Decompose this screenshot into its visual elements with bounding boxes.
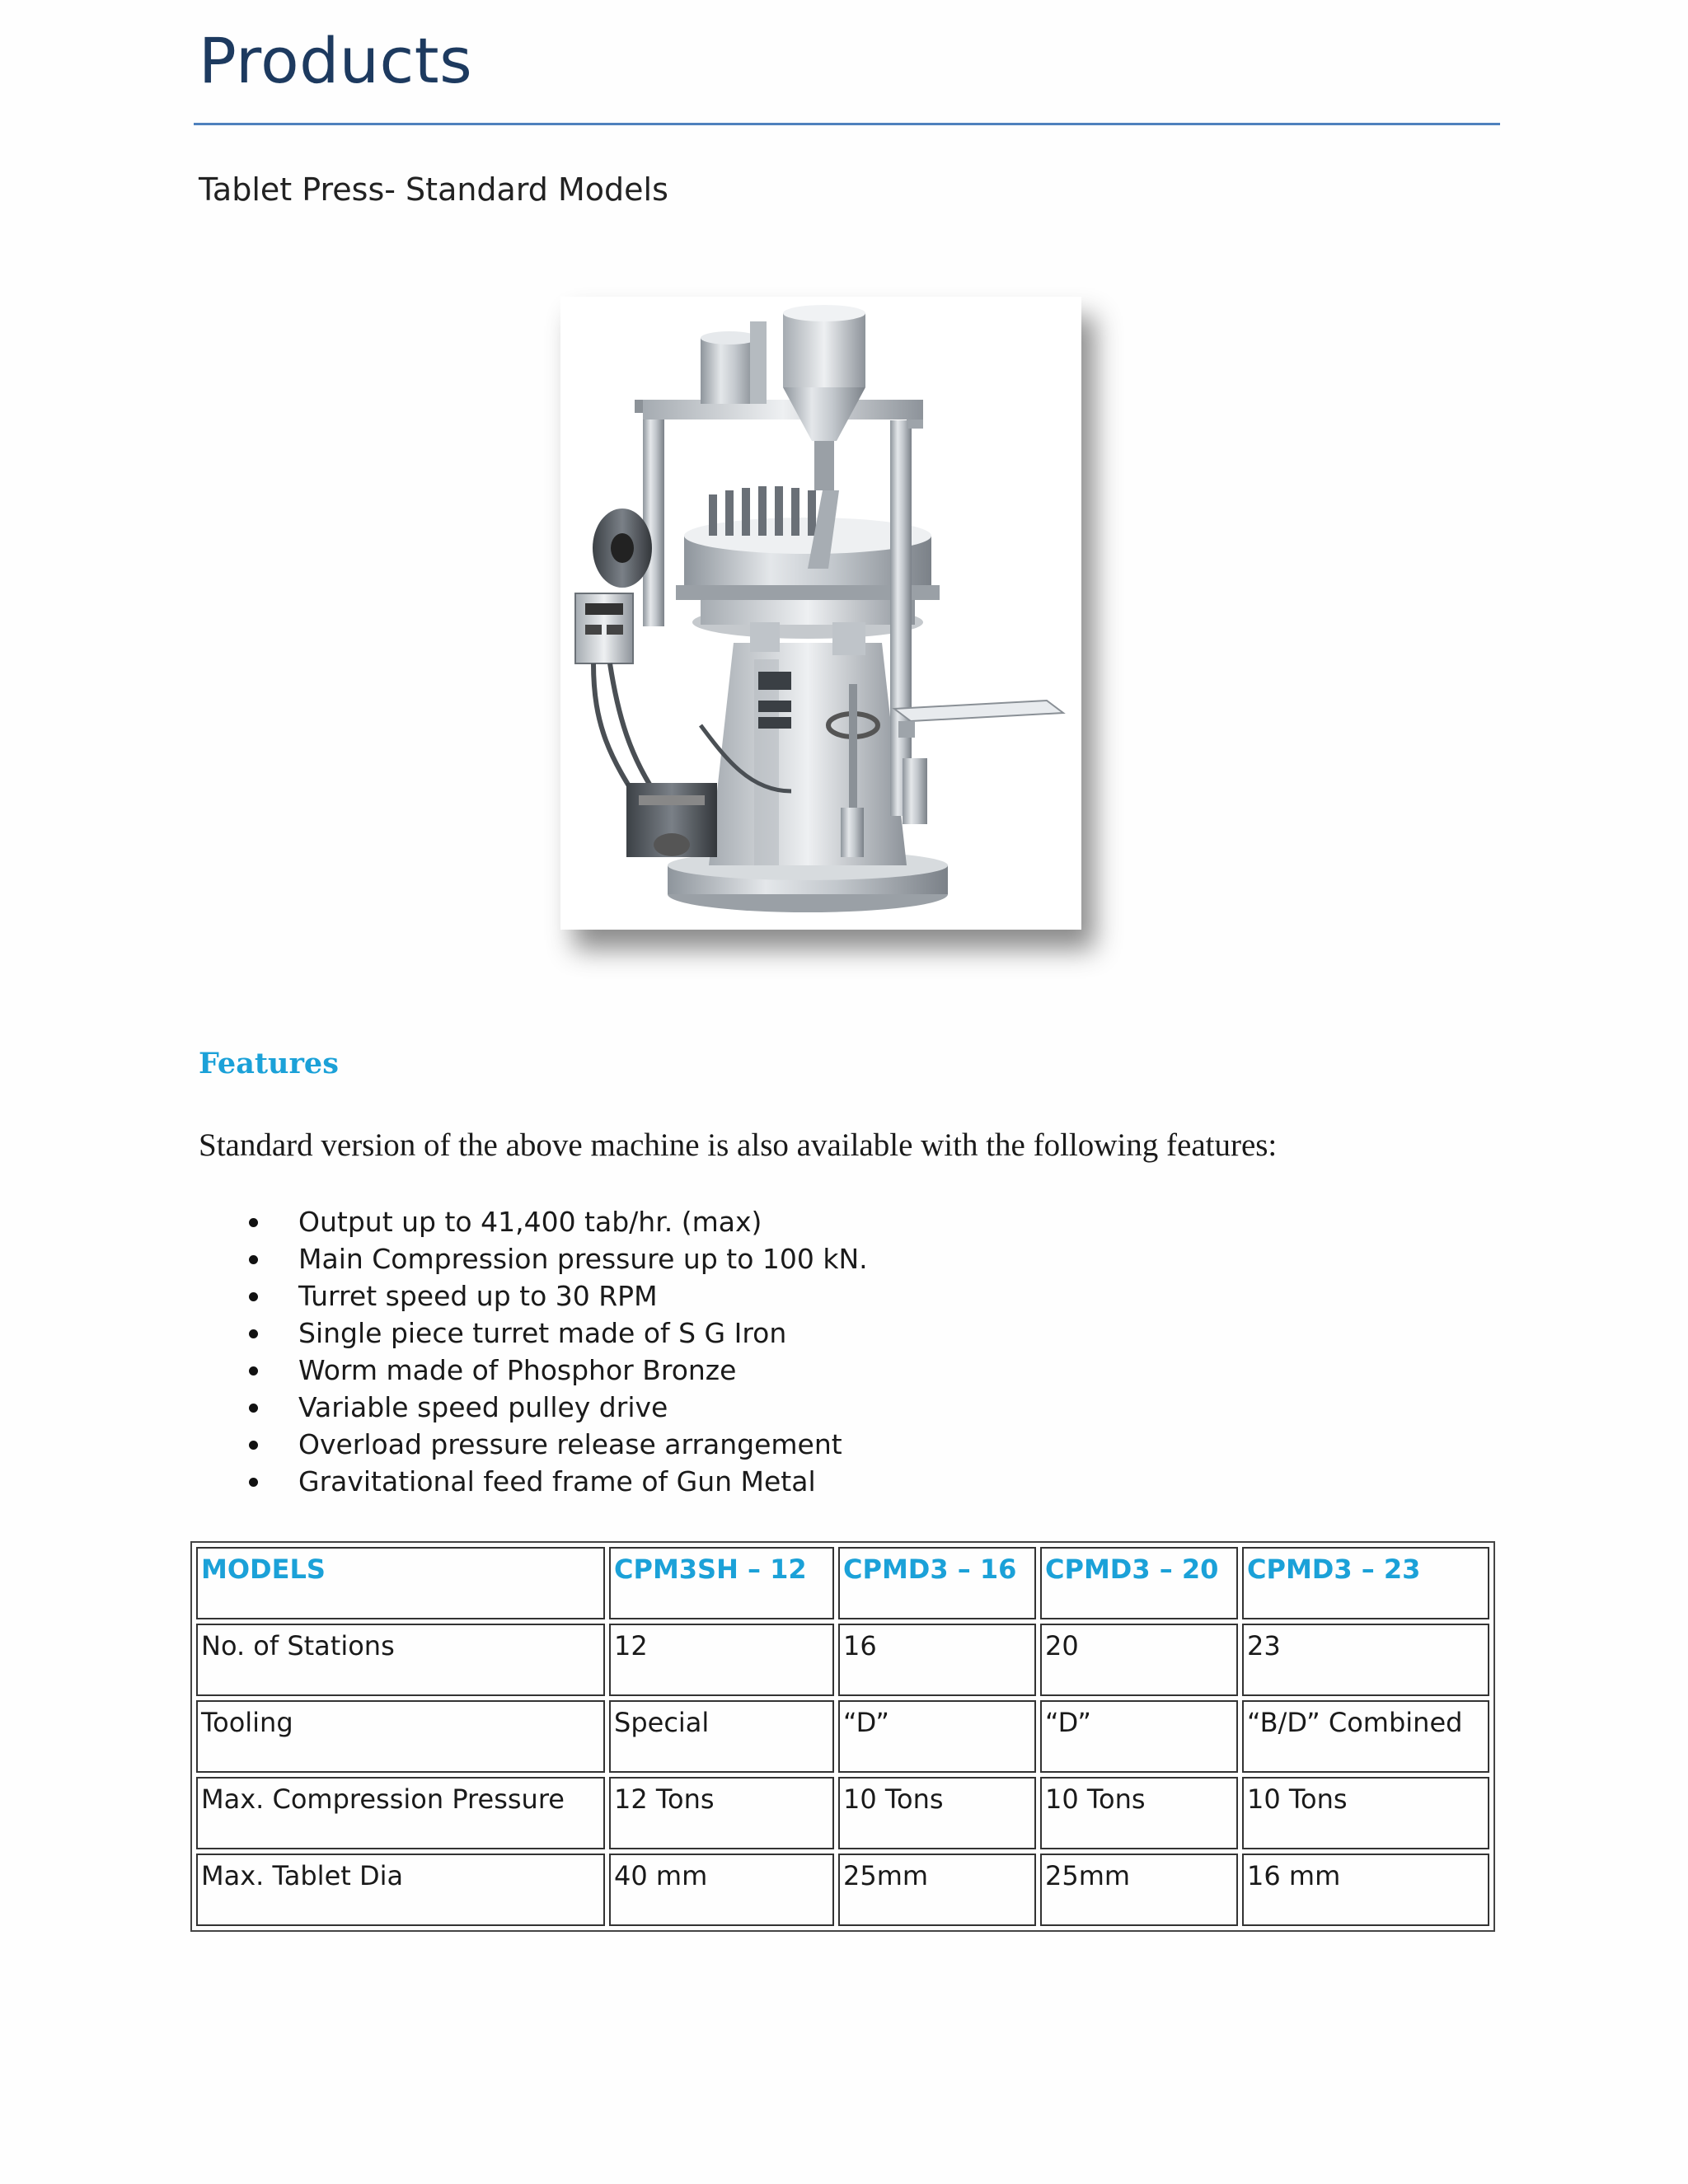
table-cell: Max. Tablet Dia — [196, 1854, 605, 1926]
table-row — [196, 1624, 1489, 1696]
table-cell: 10 Tons — [1040, 1777, 1238, 1849]
table-cell: 10 Tons — [838, 1777, 1036, 1849]
table-cell: 10 Tons — [1242, 1777, 1489, 1849]
bullet-icon — [249, 1441, 258, 1450]
features-heading: Features — [199, 1047, 339, 1080]
list-item-text: Gravitational feed frame of Gun Metal — [298, 1465, 816, 1497]
table-header-cell: CPMD3 – 20 — [1040, 1547, 1238, 1619]
table-header-row — [196, 1547, 1489, 1619]
table-header-cell: MODELS — [196, 1547, 605, 1619]
table-row — [196, 1854, 1489, 1926]
table-cell: Tooling — [196, 1700, 605, 1773]
table-row — [196, 1700, 1489, 1773]
table-cell: 20 — [1040, 1624, 1238, 1696]
list-item — [239, 1277, 868, 1315]
list-item-text: Turret speed up to 30 RPM — [298, 1280, 658, 1312]
list-item-text: Worm made of Phosphor Bronze — [298, 1354, 737, 1386]
table-cell: Special — [609, 1700, 834, 1773]
table-cell: Max. Compression Pressure — [196, 1777, 605, 1849]
list-item — [239, 1389, 868, 1426]
list-item-text: Single piece turret made of S G Iron — [298, 1317, 787, 1349]
table-cell: 16 mm — [1242, 1854, 1489, 1926]
table-header-cell: CPM3SH – 12 — [609, 1547, 834, 1619]
table-row — [196, 1777, 1489, 1849]
table-cell: “D” — [1040, 1700, 1238, 1773]
table-cell: 25mm — [1040, 1854, 1238, 1926]
table-cell: 12 Tons — [609, 1777, 834, 1849]
list-item-text: Variable speed pulley drive — [298, 1391, 668, 1423]
list-item-text: Main Compression pressure up to 100 kN. — [298, 1243, 868, 1275]
models-spec-table — [190, 1541, 1495, 1932]
table-cell: No. of Stations — [196, 1624, 605, 1696]
table-cell: 16 — [838, 1624, 1036, 1696]
table-cell: 25mm — [838, 1854, 1036, 1926]
table-cell: 12 — [609, 1624, 834, 1696]
title-divider — [194, 123, 1500, 125]
table-header-cell: CPMD3 – 16 — [838, 1547, 1036, 1619]
list-item — [239, 1203, 868, 1240]
table-cell: “B/D” Combined — [1242, 1700, 1489, 1773]
list-item-text: Overload pressure release arrangement — [298, 1428, 842, 1460]
table-cell: “D” — [838, 1700, 1036, 1773]
table-cell: 23 — [1242, 1624, 1489, 1696]
features-intro: Standard version of the above machine is also available with the following features: — [199, 1127, 1278, 1163]
page-title: Products — [199, 24, 473, 97]
bullet-icon — [249, 1255, 258, 1264]
bullet-icon — [249, 1329, 258, 1338]
list-item — [239, 1352, 868, 1389]
list-item — [239, 1240, 868, 1277]
list-item — [239, 1426, 868, 1463]
page-subtitle: Tablet Press- Standard Models — [199, 171, 668, 208]
bullet-icon — [249, 1404, 258, 1413]
bullet-icon — [249, 1218, 258, 1227]
features-list — [239, 1203, 868, 1500]
table-header-cell: CPMD3 – 23 — [1242, 1547, 1489, 1619]
tablet-press-machine-icon — [560, 297, 1081, 930]
bullet-icon — [249, 1366, 258, 1376]
bullet-icon — [249, 1292, 258, 1301]
list-item-text: Output up to 41,400 tab/hr. (max) — [298, 1206, 762, 1238]
list-item — [239, 1315, 868, 1352]
bullet-icon — [249, 1478, 258, 1487]
list-item — [239, 1463, 868, 1500]
tablet-press-photo — [560, 297, 1081, 930]
table-cell: 40 mm — [609, 1854, 834, 1926]
